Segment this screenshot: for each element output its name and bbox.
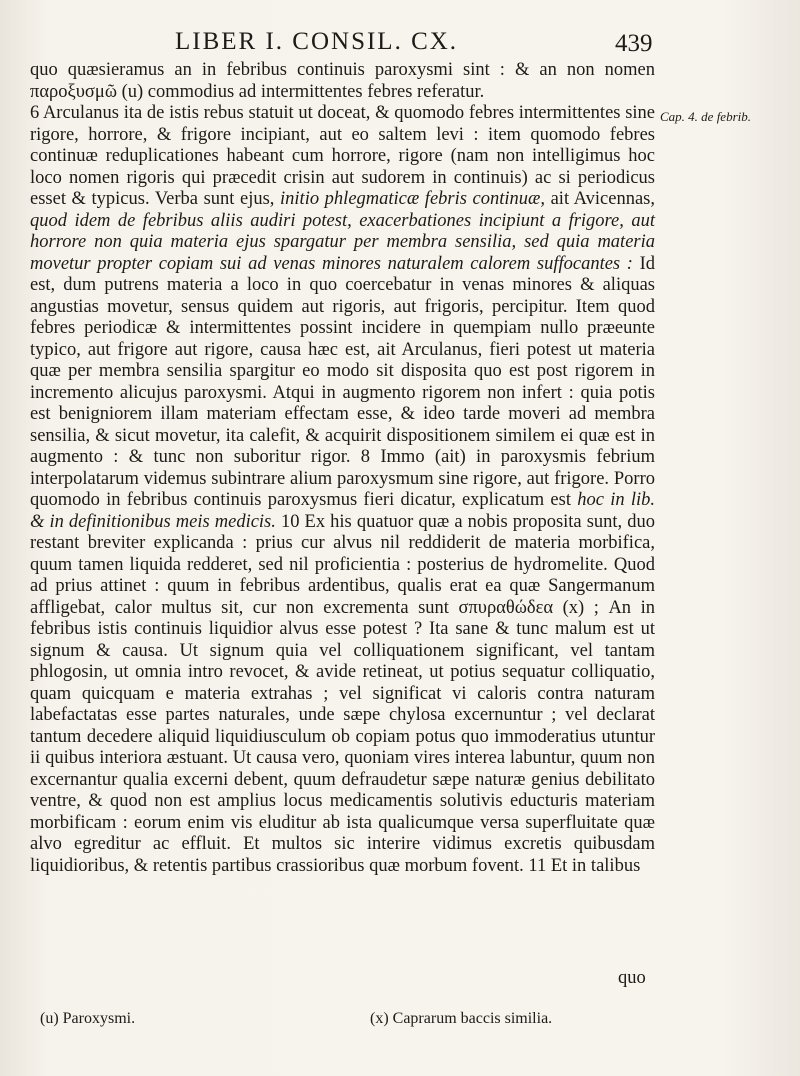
catchword: quo [618,968,646,988]
main-text [30,60,655,877]
page-number: 439 [615,30,653,57]
avicenna-quote-2: quod idem de febribus aliis audiri potest, exacerbationes incipiunt a frigore, aut horrore non quia materia ejus spargatur per membra sensilia, sed quia materia movetur propter copiam sui ad venas minores naturalem calorem suffocantes : [30,210,655,274]
paragraph-3-text: 10 Ex his quatuor quæ a nobis proposita sunt, duo restant breviter explicanda : prius cur alvus nil reddiderit de materia morbifica, quum tamen liquida redderet, sed nil proficientia : posterius de hydromelite. Quod ad prius attinet : quum in febribus ardentibus, qualis erat ea quæ Sangermanum affligebat, calor multus sit, cur non excrementa sunt σπυραθώδεα (x) ; An in febribus istis continuis liquidior alvus esse potest ? Ita sane & tunc malum est ut signum & causa. Ut signum quia vel colliquationem significant, vel tantam phlogosin, ut omnia intro revocet, & avide retineat, ut potius sequatur colliquatio, quam quicquam e materia extrahas ; vel significat vi caloris contra naturam labefactatas esse partes naturales, unde sæpe chylosa excernuntur ; vel declarat tantum decedere aliquid liquidiusculum ob copiam potus quo immoderatius utuntur ii quibus interiora æstuant. Ut causa vero, quoniam vires interea labuntur, quum non excernantur qualia excerni debent, quum defraudetur sæpe naturæ genius debilitato ventre, & quod non est amplius locus medicamentis solutivis educturis materiam morbificam : eorum enim vis eluditur ab ista qualicumque versa superfluitate quæ alvo egreditur ac effluit. Et multos sic interire vidimus excretis quibusdam liquidioribus, & retentis partibus crassioribus quæ morbum fovent. 11 Et in talibus [30,511,656,876]
marginal-note: Cap. 4. de febrib. [660,109,751,124]
paragraph-2-continuation: Id est, dum putrens materia a loco in quo coercebatur in venas minores & aliquas angustias movetur, sensus quidem aut rigoris, aut frigoris, percipitur. Item quod febres periodicæ & intermittentes possint incidere in quempiam nullo præeunte typico, aut frigore aut rigore, causa hæc est, ait Arculanus, fieri potest ut materia quæ per membra sensilia spargitur eo modo sit disposita quo est post rigorem in incremento alicujus paroxysmi. Atqui in augmento rigorem non infert : quia potis est benigniorem illam materiam effectam esse, & ideo tarde moveri ad membra sensilia, & sicut movetur, ita calefit, & acquirit dispositionem similem ei quæ est in augmento : & tunc non suboritur rigor. 8 Immo (ait) in paroxysmis febrium interpolatarum videmus subintrare alium paroxysmum sine rigore, aut frigore. Porro quomodo in febribus continuis paroxysmus fieri dicatur, explicatum est [30,253,656,510]
avicenna-quote-1: initio phlegmaticæ febris continuæ, [280,189,545,209]
cross-reference: hoc in lib. & in definitionibus meis medicis. [30,490,655,532]
paragraph-1: quo quæsieramus an in febribus continuis paroxysmi sint : & an non nomen παροξυσμῶ (u) commodius ad intermittentes febres referatur. [30,60,655,102]
running-title: LIBER I. CONSIL. CX. [175,28,459,55]
paragraph-2-attribution: ait Avicennas, [550,189,655,209]
page-header [0,28,800,60]
footnote-u: (u) Paroxysmi. [40,1010,136,1027]
paragraph-2 [30,103,655,877]
footnote-x: (x) Caprarum baccis similia. [370,1010,553,1027]
paragraph-2-text: 6 Arculanus ita de istis rebus statuit ut doceat, & quomodo febres intermittentes sine rigore, horrore, & frigore incipiant, aut eo saltem levi : item quomodo febres continuæ reduplicationes habeant cum horrore, rigore (nam non intelligimus hoc loco nomen rigoris qui præcedit crisin aut sudorem in continuis) ac si periodicus esset & typicus. Verba sunt ejus, [30,103,655,209]
